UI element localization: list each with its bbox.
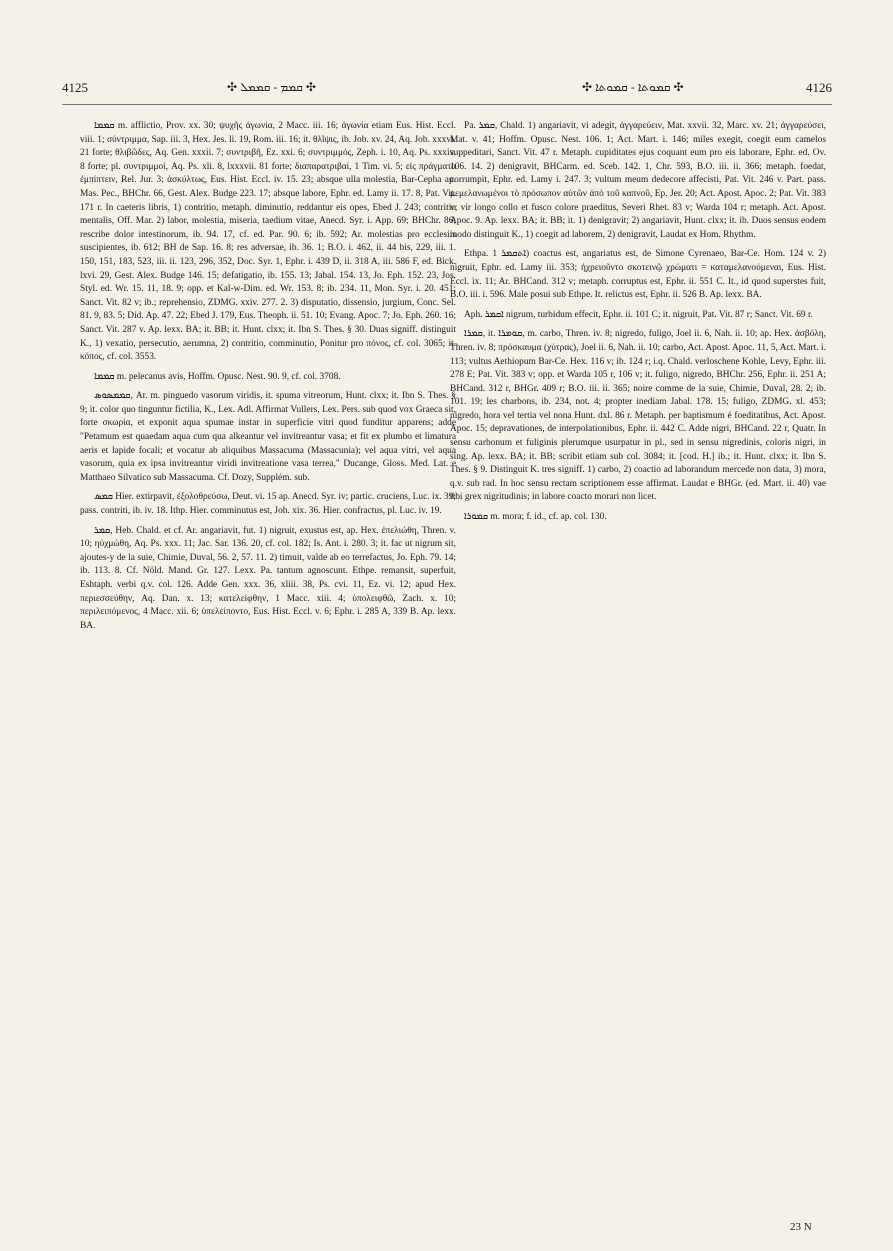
entry: ܩܡܪܐ, it. ܩܘܡܪܐ, m. carbo, Thren. iv. 8; nigredo, fuligo, Joel ii. 6, Nah. ii. 10; ap. Hex. ἀσβόλη, Thren. iv. 8; πρόσκαυμα (χύτρας), Joel ii. 6, Nah. ii. 10; carbo, Act. Apost. Apoc. 11, 5, Act. Mart. i. 113; vultus Aethiopum Bar-Ce. Hex. 116 v; ib. 124 r; i.q. Chald. verloschene Kohle, Levy, Ephr. iii. 278 E; Pat. Vit. 383 v; opp. et Warda 105 r, 106 v; it. fuligo, nigredo, BHChr. 256, Ephr. ii. 251 A; BHCand. 312 r, BHGr. 409 r; B.O. iii. ii. 365; noire comme de la suie, Chimie, Duval, 28. 2; ib. 101. 19; les charbons, ib. 234, not. 4; propter inediam Jabal. 178. 15; fuligo, ZDMG. xl. 453; nigredo, hora vel tertia vel nona Hunt. dxl. 86 r. Metaph. per baptismum é foeditatibus, Act. Apost. Apoc. 15; depravationes, de interpolationibus, Ephr. ii. 442 C. Adde nigri, BHCand. 22 r, Quatr. In sensu carbonum et fuliginis plerumque usurpatur in pl., sed in sensu nigredinis, coloris nigri, in sing. Ap. lexx. BA; it. BB; scribit etiam sub col. 3084; it. [cod. H.] ib.; it. Hunt. clxx; it. Ibn S. Thes. § 9. Distinguit K. tres signiff. 1) carbo, 2) coactio ad laborandum mercede non data, 3) mora, q.v. sub rad. In hoc sensu rectam scriptionem esse affirmat. Laudat e BHGr. (ed. Mart. ii. 40) vae tibi grex nigritudinis; in labore coacto morari non licet. [450,329,826,503]
entry: Aph. ܐܩܡܪ nigrum, turbidum effecit, Ephr. ii. 101 C; it. nigruit, Pat. Vit. 87 r; Sanct. Vit. 69 r. [464,309,813,320]
right-column [450,120,826,1210]
page-number-right: 4126 [806,80,832,95]
signature-mark: 23 N [790,1221,812,1233]
left-column [80,120,456,1210]
running-head-right: ✣ ܩܡܘܬܐ - ܩܡܘܬܐ ✣ [582,80,684,94]
entry: ܩܡܪ, Heb. Chald. et cf. Ar. angariavit, fut. 1) nigruit, exustus est, ap. Hex. ἐπελιώθη, Thren. v. 10; ηὐχμώθη, Aq. Ps. xxx. 11; Jac. Sar. 136. 20, cf. col. 182; Is. Ant. i. 280. 3; it. fac ut nigrum sit, ajoutes-y de la suie, Chimie, Duval, 56. 2, 57. 11. 2) timuit, valde ab eo terrefactus, Jo. Eph. 79. 14; ib. 113. 8. Cf. Nöld. Mand. Gr. 127. Lexx. Pa. tantum agnoscunt. Ethpe. remansit, superfuit, Eshtaph. verbi q.v. col. 126. Adde Gen. xxx. 36, xliii. 38, Ps. cvi. 11, Ez. vi. 12; apud Hex. περιεσσεύθην, Aq. Dan. x. 13; κατελείφθην, 1 Macc. xiii. 4; ὑπολειφθῶ, Zach. x. 10; περιλειπόμενος, 4 Macc. xii. 6; ὑπελείποντο, Eus. Hist. Eccl. v. 6; Ephr. i. 285 A, 339 B. Ap. lexx. BA. [80,525,456,631]
header-rule [62,104,832,105]
entry: ܩܡܣ Hier. extirpavit, ἐξολοθρεύσω, Deut. vi. 15 ap. Anecd. Syr. iv; partic. cruciens, Luc. ix. 39; pass. contriti, ib. iv. 18. Ithp. Hier. comminutus est, Joh. xix. 36. Hier. confractus, pl. Luc. iv. 19. [80,492,456,517]
entry: ܩܡܡܐ m. afflictio, Prov. xx. 30; ψυχῆς ἀγωνία, 2 Macc. iii. 16; ἀγωνία etiam Eus. Hist. Eccl. viii. 1; σύντριμμα, Sap. iii. 3, Hex. Jes. li. 19, Rom. iii. 16; it. θλῖψις, ib. Job. xv. 24, Aq. Job. xxxvi. 21 forte; θλιβῶδες, Aq. Gen. xxxii. 7; συντριβῆ, Ez. xxi. 6; συντριμμός, Zeph. i. 10, Aq. Ps. xxxiv. 8 forte; pl. συντριμμοί, Aq. Ps. xli. 8, lxxxvii. 81 forte; διαπαρατριβαί, 1 Tim. vi. 5; εἰς πράγματα ἐμπίπτειν, Rel. Jur. 3; ἀσκύλτως, Eus. Hist. Eccl. iv. 15. 23; absque ulla molestia, Bar-Cepha ap. Mas. Pec., BHChr. 66, Gest. Alex. Budge 223. 17; absque labore, Ephr. ed. Lamy ii. 17. 8, Pat. Vit. 171 r. In caeteris libris, 1) contritio, metaph. diminutio, reddantur eis opes, Ebed J. 243; contritio mentalis, Off. Mar. 2) labor, molestia, miseria, taedium vitae, Anecd. Syr. i. App. 69; BHChr. 86; rescribe dolor intestinorum, ib. 94. 17, cf. ed. Par. 90. 6; ib. 592; Ar. molestias pro ecclesiis suscipientes, ib. 612; BH de Sap. 16. 8; res adversae, ib. 36. 1; B.O. i. 462, ii. 44 bis, 229, iii. 1. 150, 151, 183, 523, iii. ii. 123, 296, 352, Doc. Syr. 1, Ephr. i. 439 D, ii. 318 A, iii. 586 F, ed. Bick. lxvi. 29, Gest. Alex. Budge 146. 15; defatigatio, ib. 155. 13; Jabal. 154. 13, Jo. Eph. 152. 23, Jos. Styl. ed. Wr. 15. 11, 18. 9; opp. et Kal-w-Dim. ed. Wr. 153. 8; ib. 234. 11, Mon. Syr. i. 20. 451; Sanct. Vit. 82 v; ib.; reprehensio, ZDMG. xxiv. 277. 2. 3) disputatio, dissensio, jurgium, Conc. Sel. 81. 9, 83. 5; Did. Ap. 47. 22; Ebed J. 179, Eus. Theoph. ii. 51. 10; Evang. Apoc. 7; Jo. Eph. 260. 16; Sanct. Vit. 287 v. Ap. lexx. BA; it. BB; it. Hunt. clxx; it. Ibn S. Thes. § 30. Duas signiff. distinguit K., 1) vexatio, persecutio, aerumna, 2) contritio, comminutio, Ponitur pro πόνος, cf. col. 3065; it. κόπος, cf. col. 3553. [80,121,456,363]
entry: ܩܡܘܪܐ m. mora; f. id., cf. ap. col. 130. [464,512,607,523]
page-header [62,80,832,100]
running-head-left: ✣ ܩܡܡ - ܩܡܡܠ ✣ [227,80,316,94]
page-number-left: 4125 [62,80,88,95]
entry: ܩܡܡܣܘܣ, Ar. m. pinguedo vasorum viridis, it. spuma vitreorum, Hunt. clxx; it. Ibn S. Thes. § 9; it. color quo tinguntur fictilia, K., Lex. Adl. Affirmat Vullers, Lex. Pers. sub quod vox Graeca sit, forte σκωρία, et exponit aqua spumae instar in superficie vitri quod funditur apparens; adde "Petamum est quaedam aqua cum qua alkeantur vel invitreantur vasa; et fit ex plumbo et limatura aeris et lapide focali; et vocatur ab aliquibus Massacuma (Massacunia); vel aqua vitri, vel aqua vasorum, quia ex ipsa invitreantur viridi invitreatione vasa terrea," Ducange, Gloss. Med. Lat. e Matthaeo Silvatico sub Massacuma. Cf. Dozy, Supplém. sub. [80,391,456,483]
entry: Ethpa. ܐܬܩܡܪ 1) coactus est, angariatus est, de Simone Cyrenaeo, Bar-Ce. Hom. 124 v. 2) nigruit, Ephr. ed. Lamy iii. 353; ἠχρειοῦντο σκοτεινῷ χρώματι = καταμελανούμεναι, Eus. Hist. Eccl. ix. 11; Ar. BHCand. 312 v; metaph. corruptus est, Ephr. ii. 551 C. It., id quod superstes fuit, B.O. iii. i. 596. Male posui sub Ethpe. It. relictus est, Ephr. ii. 526 B. Ap. lexx. BA. [450,249,826,301]
entry: Pa. ܩܡܪ, Chald. 1) angariavit, vi adegit, ἀγγαρεύειν, Mat. xxvii. 32, Marc. xv. 21; ἀγγαρεύσει, Mat. v. 41; Hoffm. Opusc. Nest. 106. 1; Act. Mart. i. 146; miles exegit, coegit eum camelos suppeditari, Sanct. Vit. 47 r. Metaph. cupiditates ejus coquant eum pro eis laborare, Ephr. ed. Ov. 106. 14. 2) denigravit, BHCarm. ed. Sceb. 142. 1, Chr. 593, B.O. iii. ii. 366; metaph. foedat, corrumpit, Ephr. ed. Lamy i. 247. 3; vultum meum dedecore affecisti, Pat. Vit. 246 v. Part. pass. μεμελανωμένοι τὸ πρόσωπον αὐτῶν ἀπὸ τοῦ καπνοῦ, Ep. Jer. 20; Act. Apost. Apoc. 2; Pat. Vit. 383 v; vir longo collo et fusco colore praeditus, Severi Rhet. 83 v; Warda 104 r; metaph. Act. Apost. Apoc. 9. Ap. lexx. BA; it. BB; it. 1) denigravit; 2) angariavit, Hunt. clxx; it. ib. Duos sensus eodem modo distinguit K., 1) coegit ad laborem, 2) denigravit, Laudat ex Hom. Rhythm. [450,121,826,240]
entry: ܩܡܡܐ m. pelecanus avis, Hoffm. Opusc. Nest. 90. 9, cf. col. 3708. [94,371,341,382]
